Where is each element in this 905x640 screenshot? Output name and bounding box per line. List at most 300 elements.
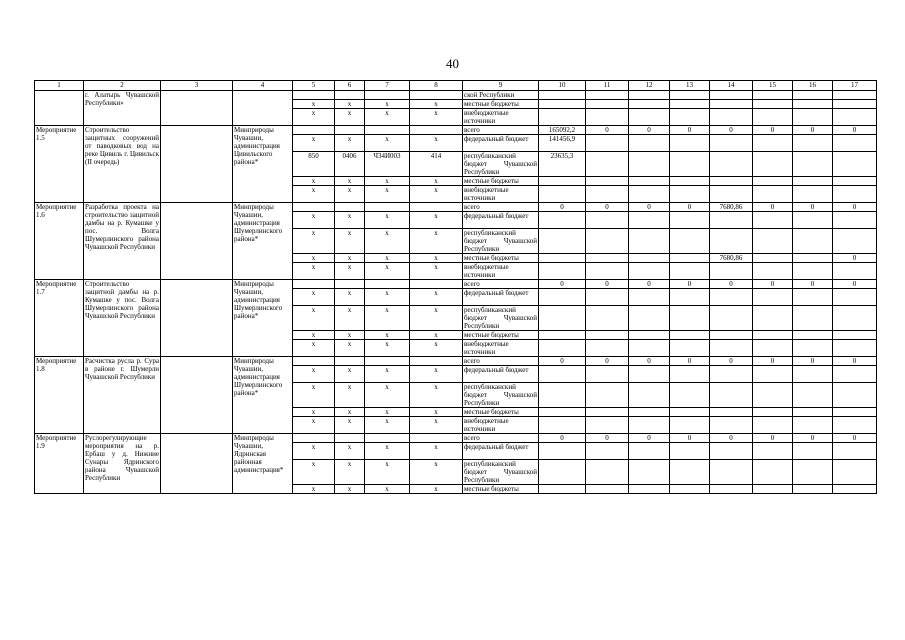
year-value bbox=[586, 109, 629, 126]
funding-source: местные бюджеты bbox=[463, 408, 539, 417]
funding-source: республиканский бюджет Чувашской Республики bbox=[464, 152, 537, 176]
year-value: 0 bbox=[753, 203, 793, 212]
grbs-code bbox=[293, 91, 335, 100]
year-value bbox=[670, 331, 710, 340]
year-value bbox=[833, 289, 877, 306]
column-number: 7 bbox=[365, 81, 410, 91]
year-value bbox=[793, 212, 833, 229]
year-value bbox=[753, 366, 793, 383]
year-value bbox=[793, 340, 833, 357]
year-value bbox=[586, 186, 629, 203]
year-value bbox=[753, 289, 793, 306]
year-value bbox=[670, 100, 710, 109]
year-value bbox=[710, 212, 753, 229]
year-value bbox=[629, 417, 670, 434]
funding-source: федеральный бюджет bbox=[463, 443, 539, 460]
measure-code: Мероприятие 1.5 bbox=[35, 126, 84, 203]
year-value bbox=[833, 100, 877, 109]
expense-group: x bbox=[410, 417, 463, 434]
section-code bbox=[335, 126, 365, 135]
expense-group: x bbox=[410, 306, 463, 331]
year-value bbox=[710, 306, 753, 331]
table-row bbox=[35, 203, 877, 212]
year-value bbox=[833, 177, 877, 186]
funding-source: федеральный бюджет bbox=[463, 212, 539, 229]
year-value bbox=[670, 152, 710, 177]
year-value bbox=[793, 100, 833, 109]
expense-group: x bbox=[410, 229, 463, 254]
target-article: x bbox=[365, 229, 410, 254]
section-code: x bbox=[335, 212, 365, 229]
goal-cell bbox=[161, 126, 233, 203]
year-value bbox=[586, 417, 629, 434]
year-value bbox=[833, 91, 877, 100]
measure-name: Разработка проекта на строительство защитной дамбы на р. Кумашке у пос. Волга Шумерлинского района Чувашской Республики bbox=[84, 203, 161, 280]
grbs-code bbox=[293, 280, 335, 289]
expense-group: x bbox=[410, 408, 463, 417]
section-code: x bbox=[335, 340, 365, 357]
funding-source: республиканский бюджет Чувашской Республики bbox=[464, 460, 537, 484]
year-value bbox=[586, 229, 629, 254]
grbs-code: x bbox=[293, 186, 335, 203]
column-number: 6 bbox=[335, 81, 365, 91]
year-value bbox=[793, 109, 833, 126]
column-number: 5 bbox=[293, 81, 335, 91]
year-value: 0 bbox=[833, 254, 877, 263]
year-value bbox=[629, 91, 670, 100]
year-value bbox=[670, 460, 710, 485]
section-code: x bbox=[335, 306, 365, 331]
funding-source: местные бюджеты bbox=[463, 254, 539, 263]
year-value bbox=[539, 100, 586, 109]
expense-group: x bbox=[410, 212, 463, 229]
year-value bbox=[753, 485, 793, 494]
year-value bbox=[539, 485, 586, 494]
year-value bbox=[539, 460, 586, 485]
executor: Минприроды Чувашии, администрация Шумерлинского района* bbox=[233, 203, 293, 280]
grbs-code bbox=[293, 203, 335, 212]
expense-group bbox=[410, 203, 463, 212]
expense-group: x bbox=[410, 135, 463, 152]
funding-source: ской Республики bbox=[463, 91, 539, 100]
year-value bbox=[753, 177, 793, 186]
column-number: 4 bbox=[233, 81, 293, 91]
year-value bbox=[710, 152, 753, 177]
year-value bbox=[710, 340, 753, 357]
year-value: 0 bbox=[629, 126, 670, 135]
year-value: 0 bbox=[753, 280, 793, 289]
funding-source: всего bbox=[463, 280, 539, 289]
expense-group: x bbox=[410, 263, 463, 280]
year-value: 0 bbox=[753, 434, 793, 443]
year-value bbox=[586, 331, 629, 340]
section-code: x bbox=[335, 289, 365, 306]
year-value: 0 bbox=[670, 126, 710, 135]
year-value bbox=[753, 109, 793, 126]
year-value bbox=[670, 229, 710, 254]
section-code: x bbox=[335, 109, 365, 126]
year-value bbox=[629, 460, 670, 485]
measure-code bbox=[35, 91, 84, 126]
goal-cell bbox=[161, 203, 233, 280]
section-code: x bbox=[335, 460, 365, 485]
funding-source: внебюджетные источники bbox=[463, 417, 539, 434]
year-value bbox=[586, 91, 629, 100]
year-value: 0 bbox=[539, 280, 586, 289]
target-article: x bbox=[365, 383, 410, 408]
year-value bbox=[539, 109, 586, 126]
column-number: 10 bbox=[539, 81, 586, 91]
year-value: 0 bbox=[670, 434, 710, 443]
grbs-code: x bbox=[293, 100, 335, 109]
year-value bbox=[833, 443, 877, 460]
measure-code: Мероприятие 1.7 bbox=[35, 280, 84, 357]
funding-source: всего bbox=[463, 434, 539, 443]
section-code bbox=[335, 203, 365, 212]
grbs-code bbox=[293, 126, 335, 135]
grbs-code: x bbox=[293, 306, 335, 331]
section-code: x bbox=[335, 366, 365, 383]
year-value bbox=[629, 383, 670, 408]
year-value bbox=[833, 263, 877, 280]
year-value bbox=[586, 289, 629, 306]
target-article: x bbox=[365, 212, 410, 229]
year-value bbox=[753, 340, 793, 357]
funding-source: внебюджетные источники bbox=[463, 263, 539, 280]
year-value bbox=[710, 417, 753, 434]
year-value bbox=[629, 263, 670, 280]
year-value: 0 bbox=[833, 357, 877, 366]
goal-cell bbox=[161, 280, 233, 357]
grbs-code: x bbox=[293, 340, 335, 357]
year-value bbox=[670, 485, 710, 494]
section-code: x bbox=[335, 383, 365, 408]
section-code: x bbox=[335, 177, 365, 186]
year-value: 0 bbox=[833, 434, 877, 443]
year-value bbox=[793, 263, 833, 280]
year-value bbox=[793, 331, 833, 340]
year-value bbox=[670, 306, 710, 331]
section-code: x bbox=[335, 263, 365, 280]
table-row bbox=[35, 126, 877, 135]
year-value bbox=[793, 460, 833, 485]
section-code: x bbox=[335, 100, 365, 109]
year-value bbox=[833, 408, 877, 417]
target-article: x bbox=[365, 366, 410, 383]
year-value bbox=[539, 263, 586, 280]
year-value bbox=[833, 152, 877, 177]
year-value bbox=[629, 254, 670, 263]
funding-source: республиканский бюджет Чувашской Республики bbox=[464, 229, 537, 253]
expense-group bbox=[410, 280, 463, 289]
funding-source: внебюджетные источники bbox=[463, 109, 539, 126]
section-code bbox=[335, 357, 365, 366]
funding-source: федеральный бюджет bbox=[463, 366, 539, 383]
year-value bbox=[586, 485, 629, 494]
year-value bbox=[586, 177, 629, 186]
year-value: 0 bbox=[670, 203, 710, 212]
expense-group: 414 bbox=[410, 152, 463, 177]
year-value bbox=[586, 340, 629, 357]
section-code: x bbox=[335, 485, 365, 494]
target-article: Ч34И003 bbox=[365, 152, 410, 177]
year-value bbox=[670, 135, 710, 152]
year-value: 0 bbox=[539, 203, 586, 212]
grbs-code: x bbox=[293, 417, 335, 434]
year-value bbox=[539, 186, 586, 203]
year-value bbox=[670, 366, 710, 383]
year-value bbox=[753, 408, 793, 417]
year-value bbox=[753, 263, 793, 280]
table-row bbox=[35, 434, 877, 443]
year-value bbox=[539, 306, 586, 331]
year-value bbox=[710, 460, 753, 485]
table-row bbox=[35, 280, 877, 289]
year-value bbox=[833, 306, 877, 331]
measure-code: Мероприятие 1.9 bbox=[35, 434, 84, 494]
section-code: x bbox=[335, 186, 365, 203]
expense-group: x bbox=[410, 289, 463, 306]
year-value bbox=[753, 152, 793, 177]
year-value bbox=[586, 408, 629, 417]
grbs-code: x bbox=[293, 135, 335, 152]
year-value bbox=[753, 212, 793, 229]
year-value bbox=[833, 186, 877, 203]
year-value bbox=[670, 254, 710, 263]
target-article: x bbox=[365, 485, 410, 494]
section-code bbox=[335, 280, 365, 289]
target-article: x bbox=[365, 135, 410, 152]
year-value bbox=[793, 366, 833, 383]
year-value bbox=[753, 186, 793, 203]
year-value bbox=[539, 289, 586, 306]
year-value bbox=[833, 460, 877, 485]
column-number: 14 bbox=[710, 81, 753, 91]
year-value bbox=[710, 100, 753, 109]
column-number: 9 bbox=[463, 81, 539, 91]
year-value: 0 bbox=[793, 203, 833, 212]
section-code: x bbox=[335, 229, 365, 254]
target-article: x bbox=[365, 408, 410, 417]
year-value bbox=[629, 408, 670, 417]
year-value bbox=[629, 100, 670, 109]
target-article bbox=[365, 357, 410, 366]
year-value bbox=[670, 186, 710, 203]
year-value bbox=[670, 289, 710, 306]
year-value bbox=[793, 229, 833, 254]
year-value bbox=[586, 306, 629, 331]
year-value: 0 bbox=[793, 126, 833, 135]
year-value: 0 bbox=[629, 280, 670, 289]
funding-source: местные бюджеты bbox=[463, 331, 539, 340]
year-value: 0 bbox=[710, 280, 753, 289]
column-number: 17 bbox=[833, 81, 877, 91]
year-value bbox=[710, 289, 753, 306]
executor: Минприроды Чувашии, Ядринская районная администрация* bbox=[233, 434, 293, 494]
expense-group: x bbox=[410, 331, 463, 340]
grbs-code bbox=[293, 357, 335, 366]
year-value bbox=[753, 306, 793, 331]
grbs-code: x bbox=[293, 460, 335, 485]
year-value bbox=[670, 263, 710, 280]
column-number: 1 bbox=[35, 81, 84, 91]
goal-cell bbox=[161, 434, 233, 494]
grbs-code: x bbox=[293, 408, 335, 417]
grbs-code: x bbox=[293, 443, 335, 460]
year-value bbox=[710, 229, 753, 254]
expense-group: x bbox=[410, 460, 463, 485]
year-value bbox=[670, 443, 710, 460]
year-value bbox=[793, 417, 833, 434]
year-value bbox=[629, 366, 670, 383]
year-value bbox=[710, 91, 753, 100]
target-article bbox=[365, 203, 410, 212]
year-value bbox=[833, 340, 877, 357]
goal-cell bbox=[161, 91, 233, 126]
year-value: 0 bbox=[629, 203, 670, 212]
expense-group bbox=[410, 126, 463, 135]
year-value bbox=[539, 417, 586, 434]
year-value bbox=[539, 254, 586, 263]
year-value bbox=[539, 229, 586, 254]
year-value bbox=[586, 100, 629, 109]
measure-name: Руслорегулирующие мероприятия на р. Ербаш у д. Нижние Сунары Ядринского района Чувашской Республики bbox=[84, 434, 161, 494]
year-value bbox=[670, 91, 710, 100]
year-value bbox=[629, 229, 670, 254]
year-value bbox=[586, 135, 629, 152]
table-row bbox=[35, 357, 877, 366]
year-value bbox=[586, 443, 629, 460]
target-article: x bbox=[365, 289, 410, 306]
year-value: 0 bbox=[833, 280, 877, 289]
expense-group: x bbox=[410, 340, 463, 357]
year-value: 0 bbox=[629, 434, 670, 443]
year-value bbox=[710, 443, 753, 460]
column-number: 13 bbox=[670, 81, 710, 91]
year-value bbox=[793, 485, 833, 494]
year-value bbox=[670, 383, 710, 408]
year-value bbox=[753, 443, 793, 460]
funding-source: республиканский бюджет Чувашской Республики bbox=[464, 383, 537, 407]
table-row bbox=[35, 91, 877, 100]
year-value bbox=[753, 417, 793, 434]
measure-code: Мероприятие 1.6 bbox=[35, 203, 84, 280]
year-value bbox=[629, 212, 670, 229]
year-value: 0 bbox=[670, 357, 710, 366]
section-code: x bbox=[335, 331, 365, 340]
year-value: 0 bbox=[586, 126, 629, 135]
year-value: 0 bbox=[586, 203, 629, 212]
grbs-code: x bbox=[293, 289, 335, 306]
target-article: x bbox=[365, 460, 410, 485]
year-value bbox=[670, 408, 710, 417]
target-article bbox=[365, 126, 410, 135]
section-code: x bbox=[335, 408, 365, 417]
grbs-code: x bbox=[293, 229, 335, 254]
year-value bbox=[793, 408, 833, 417]
year-value bbox=[833, 331, 877, 340]
year-value bbox=[539, 331, 586, 340]
column-number: 3 bbox=[161, 81, 233, 91]
funding-source: внебюджетные источники bbox=[463, 186, 539, 203]
year-value bbox=[629, 289, 670, 306]
column-number: 2 bbox=[84, 81, 161, 91]
grbs-code: x bbox=[293, 383, 335, 408]
year-value: 23635,3 bbox=[539, 152, 586, 177]
column-number: 8 bbox=[410, 81, 463, 91]
year-value bbox=[710, 135, 753, 152]
year-value bbox=[753, 254, 793, 263]
year-value bbox=[586, 212, 629, 229]
expense-group: x bbox=[410, 485, 463, 494]
year-value bbox=[793, 254, 833, 263]
expense-group: x bbox=[410, 366, 463, 383]
year-value: 0 bbox=[710, 126, 753, 135]
target-article: x bbox=[365, 331, 410, 340]
target-article: x bbox=[365, 186, 410, 203]
target-article: x bbox=[365, 254, 410, 263]
year-value bbox=[539, 408, 586, 417]
funding-source: республиканский бюджет Чувашской Республики bbox=[464, 306, 537, 330]
year-value bbox=[793, 177, 833, 186]
measure-name: Строительство защитных сооружений от паводковых вод на реке Цивиль г. Цивильск (II очередь) bbox=[84, 126, 161, 203]
year-value bbox=[629, 443, 670, 460]
year-value bbox=[710, 366, 753, 383]
year-value bbox=[710, 408, 753, 417]
year-value bbox=[629, 186, 670, 203]
budget-table bbox=[34, 80, 877, 494]
year-value bbox=[539, 177, 586, 186]
expense-group: x bbox=[410, 443, 463, 460]
year-value bbox=[710, 177, 753, 186]
year-value bbox=[833, 229, 877, 254]
year-value: 0 bbox=[670, 280, 710, 289]
year-value bbox=[586, 254, 629, 263]
funding-source: федеральный бюджет bbox=[463, 289, 539, 306]
grbs-code: x bbox=[293, 254, 335, 263]
expense-group: x bbox=[410, 254, 463, 263]
target-article bbox=[365, 91, 410, 100]
year-value bbox=[586, 152, 629, 177]
executor bbox=[233, 91, 293, 126]
year-value bbox=[710, 383, 753, 408]
year-value bbox=[629, 306, 670, 331]
funding-source: всего bbox=[463, 357, 539, 366]
column-number: 15 bbox=[753, 81, 793, 91]
column-number: 12 bbox=[629, 81, 670, 91]
expense-group: x bbox=[410, 383, 463, 408]
year-value: 0 bbox=[539, 357, 586, 366]
year-value bbox=[539, 340, 586, 357]
year-value bbox=[753, 91, 793, 100]
year-value bbox=[753, 331, 793, 340]
column-number-row bbox=[35, 81, 877, 91]
target-article: x bbox=[365, 417, 410, 434]
expense-group bbox=[410, 91, 463, 100]
expense-group: x bbox=[410, 100, 463, 109]
funding-source: местные бюджеты bbox=[463, 100, 539, 109]
grbs-code: x bbox=[293, 109, 335, 126]
year-value: 0 bbox=[833, 126, 877, 135]
year-value bbox=[710, 331, 753, 340]
section-code: x bbox=[335, 254, 365, 263]
year-value bbox=[833, 109, 877, 126]
year-value bbox=[833, 417, 877, 434]
year-value bbox=[833, 366, 877, 383]
executor: Минприроды Чувашии, администрация Шумерлинского района* bbox=[233, 357, 293, 434]
grbs-code: x bbox=[293, 485, 335, 494]
grbs-code bbox=[293, 434, 335, 443]
